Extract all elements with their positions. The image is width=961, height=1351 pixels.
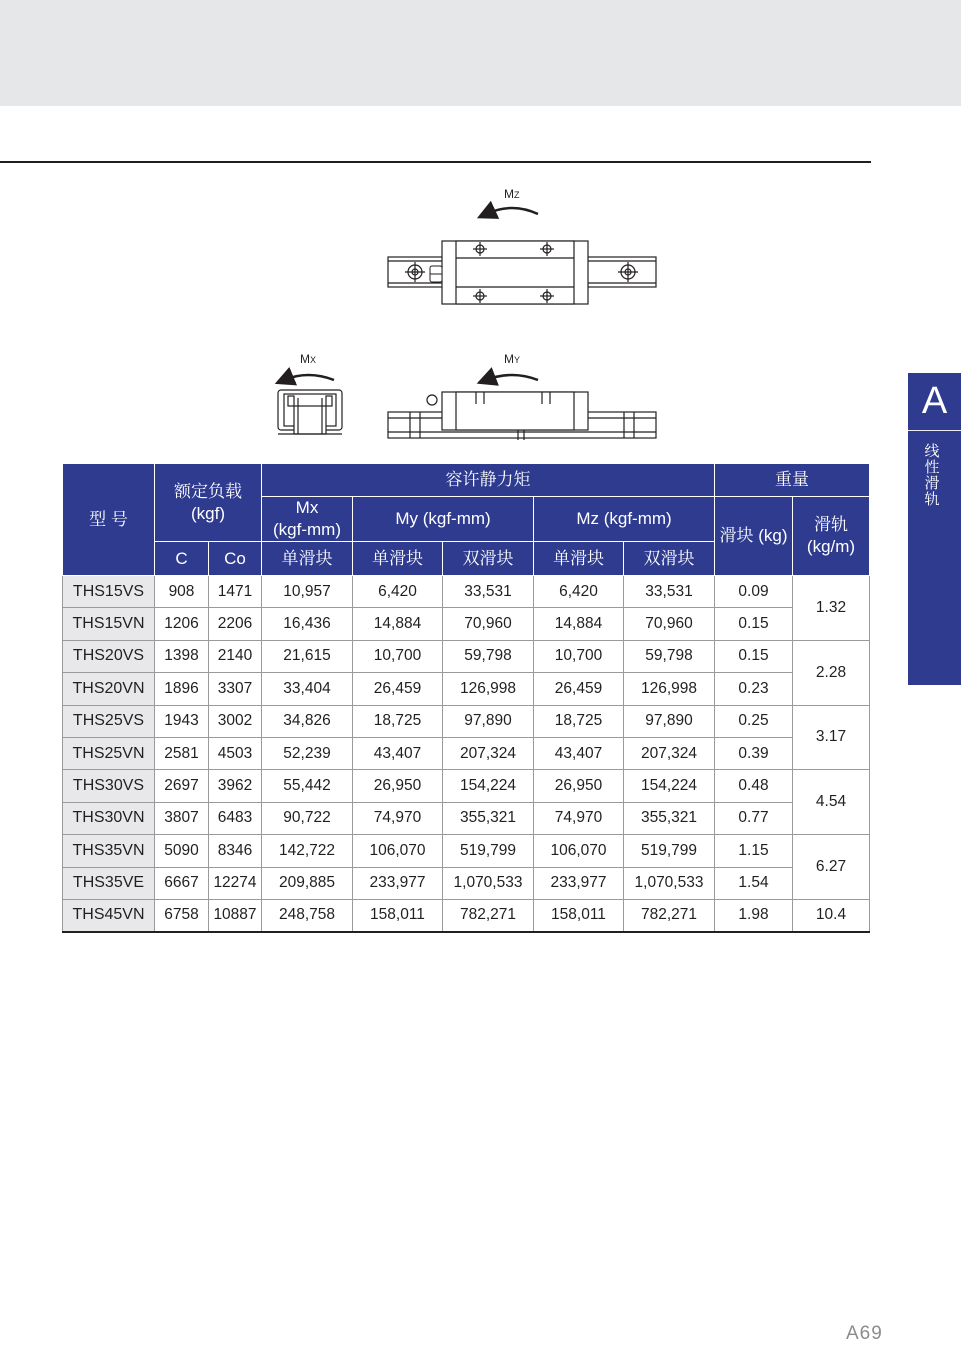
my2-cell: 519,799 [443, 835, 534, 867]
c-cell: 6667 [155, 867, 209, 899]
block-cell: 0.09 [715, 576, 793, 608]
co-cell: 1471 [209, 576, 262, 608]
table-row [63, 737, 870, 769]
block-cell: 0.15 [715, 608, 793, 640]
header-mx-single: 单滑块 [262, 542, 353, 576]
co-cell: 2206 [209, 608, 262, 640]
page-number: A69 [846, 1323, 883, 1344]
section-label: 线性滑轨 [924, 442, 940, 508]
my1-cell: 74,970 [353, 802, 443, 834]
model-cell: THS25VN [63, 737, 155, 769]
c-cell: 1896 [155, 673, 209, 705]
co-cell: 10887 [209, 899, 262, 932]
slider-block-side-view [427, 392, 588, 430]
c-cell: 1206 [155, 608, 209, 640]
header-rule [0, 161, 871, 163]
co-cell: 3307 [209, 673, 262, 705]
header-my-single: 单滑块 [353, 542, 443, 576]
model-cell: THS20VN [63, 673, 155, 705]
my-arrow [486, 375, 538, 380]
c-cell: 3807 [155, 802, 209, 834]
my2-cell: 97,890 [443, 705, 534, 737]
header-rail-weight-line2: (kg/m) [806, 537, 856, 556]
co-cell: 8346 [209, 835, 262, 867]
table-row [63, 867, 870, 899]
model-cell: THS45VN [63, 899, 155, 932]
rail-weight-cell: 3.17 [793, 705, 870, 770]
my2-cell: 1,070,533 [443, 867, 534, 899]
mx-cell: 21,615 [262, 640, 353, 672]
header-c: C [155, 542, 209, 576]
mz2-cell: 70,960 [624, 608, 715, 640]
mz1-cell: 43,407 [534, 737, 624, 769]
mx-cell: 248,758 [262, 899, 353, 932]
my1-cell: 26,950 [353, 770, 443, 802]
header-block-weight: 滑块 (kg) [715, 497, 793, 576]
mx-cell: 33,404 [262, 673, 353, 705]
c-cell: 1943 [155, 705, 209, 737]
my2-cell: 782,271 [443, 899, 534, 932]
block-cell: 0.23 [715, 673, 793, 705]
rail-weight-cell: 1.32 [793, 576, 870, 641]
mx-cell: 142,722 [262, 835, 353, 867]
c-cell: 2581 [155, 737, 209, 769]
model-cell: THS35VE [63, 867, 155, 899]
spec-table [62, 463, 870, 933]
block-cell: 0.15 [715, 640, 793, 672]
rail-weight-cell: 6.27 [793, 835, 870, 900]
block-end-view-diagram [270, 348, 350, 440]
mx-cell: 10,957 [262, 576, 353, 608]
block-side-view-diagram [380, 348, 665, 448]
mz2-cell: 154,224 [624, 770, 715, 802]
spec-table-body [63, 576, 870, 932]
model-cell: THS30VS [63, 770, 155, 802]
mz1-cell: 14,884 [534, 608, 624, 640]
mz1-cell: 106,070 [534, 835, 624, 867]
mz2-cell: 207,324 [624, 737, 715, 769]
header-mx-line1: Mx [295, 498, 319, 517]
header-rated-load [155, 464, 262, 542]
my2-cell: 70,960 [443, 608, 534, 640]
c-cell: 1398 [155, 640, 209, 672]
mz2-cell: 782,271 [624, 899, 715, 932]
model-cell: THS15VS [63, 576, 155, 608]
section-side-tab [908, 373, 961, 685]
my1-cell: 43,407 [353, 737, 443, 769]
rail-weight-cell: 4.54 [793, 770, 870, 835]
header-co: Co [209, 542, 262, 576]
table-row [63, 640, 870, 672]
my1-cell: 26,459 [353, 673, 443, 705]
model-cell: THS35VN [63, 835, 155, 867]
header-mz: Mz (kgf-mm) [534, 497, 715, 542]
header-rail-weight [793, 497, 870, 576]
mx-cell: 90,722 [262, 802, 353, 834]
block-cell: 1.15 [715, 835, 793, 867]
my2-cell: 154,224 [443, 770, 534, 802]
co-cell: 6483 [209, 802, 262, 834]
my1-cell: 158,011 [353, 899, 443, 932]
header-my: My (kgf-mm) [353, 497, 534, 542]
my1-cell: 14,884 [353, 608, 443, 640]
mz1-cell: 158,011 [534, 899, 624, 932]
my2-cell: 59,798 [443, 640, 534, 672]
header-mz-single: 单滑块 [534, 542, 624, 576]
header-rated-load-title: 额定负载 [174, 481, 242, 501]
mz2-cell: 519,799 [624, 835, 715, 867]
table-row [63, 770, 870, 802]
mz2-cell: 126,998 [624, 673, 715, 705]
mz1-cell: 10,700 [534, 640, 624, 672]
table-row [63, 673, 870, 705]
table-row [63, 835, 870, 867]
header-rail-weight-line1: 滑轨 [814, 515, 848, 534]
my1-cell: 10,700 [353, 640, 443, 672]
header-model: 型 号 [63, 464, 155, 576]
table-row [63, 802, 870, 834]
mx-cell: 55,442 [262, 770, 353, 802]
block-cell: 0.77 [715, 802, 793, 834]
mz2-cell: 355,321 [624, 802, 715, 834]
model-cell: THS30VN [63, 802, 155, 834]
model-cell: THS20VS [63, 640, 155, 672]
my2-cell: 207,324 [443, 737, 534, 769]
mz1-cell: 26,950 [534, 770, 624, 802]
block-cell: 0.48 [715, 770, 793, 802]
section-letter: A [921, 380, 948, 422]
table-row [63, 608, 870, 640]
mz2-cell: 59,798 [624, 640, 715, 672]
table-row [63, 705, 870, 737]
mz1-cell: 6,420 [534, 576, 624, 608]
header-my-double: 双滑块 [443, 542, 534, 576]
mx-label: MX [300, 352, 317, 366]
my1-cell: 233,977 [353, 867, 443, 899]
c-cell: 5090 [155, 835, 209, 867]
table-row [63, 899, 870, 932]
co-cell: 2140 [209, 640, 262, 672]
end-view-block [278, 390, 342, 434]
block-top-view-diagram [380, 178, 665, 310]
my1-cell: 18,725 [353, 705, 443, 737]
my1-cell: 6,420 [353, 576, 443, 608]
mz2-cell: 1,070,533 [624, 867, 715, 899]
mx-arrow [284, 375, 334, 380]
my2-cell: 33,531 [443, 576, 534, 608]
mx-cell: 34,826 [262, 705, 353, 737]
mx-cell: 209,885 [262, 867, 353, 899]
mz1-cell: 233,977 [534, 867, 624, 899]
my-label: MY [504, 352, 521, 366]
model-cell: THS15VN [63, 608, 155, 640]
my1-cell: 106,070 [353, 835, 443, 867]
rail-weight-cell: 10.4 [793, 899, 870, 932]
slider-block-top-view [442, 241, 588, 304]
rail-weight-cell: 2.28 [793, 640, 870, 705]
table-row [63, 576, 870, 608]
block-cell: 1.54 [715, 867, 793, 899]
mz1-cell: 74,970 [534, 802, 624, 834]
section-tab-divider [908, 430, 961, 431]
c-cell: 6758 [155, 899, 209, 932]
c-cell: 2697 [155, 770, 209, 802]
model-cell: THS25VS [63, 705, 155, 737]
page-header-band [0, 0, 961, 106]
header-mz-double: 双滑块 [624, 542, 715, 576]
co-cell: 3962 [209, 770, 262, 802]
mz2-cell: 33,531 [624, 576, 715, 608]
block-cell: 0.39 [715, 737, 793, 769]
block-cell: 1.98 [715, 899, 793, 932]
mz2-cell: 97,890 [624, 705, 715, 737]
co-cell: 12274 [209, 867, 262, 899]
c-cell: 908 [155, 576, 209, 608]
mz1-cell: 26,459 [534, 673, 624, 705]
co-cell: 4503 [209, 737, 262, 769]
header-rated-load-unit: (kgf) [191, 503, 225, 523]
my2-cell: 126,998 [443, 673, 534, 705]
mx-cell: 52,239 [262, 737, 353, 769]
my2-cell: 355,321 [443, 802, 534, 834]
block-cell: 0.25 [715, 705, 793, 737]
mz1-cell: 18,725 [534, 705, 624, 737]
mz-arrow [486, 208, 538, 214]
header-mx-line2: (kgf-mm) [273, 520, 341, 539]
header-mx [262, 497, 353, 542]
mx-cell: 16,436 [262, 608, 353, 640]
co-cell: 3002 [209, 705, 262, 737]
mz-label: MZ [504, 187, 520, 201]
grease-nipple [430, 266, 442, 282]
header-weight: 重量 [715, 464, 870, 497]
header-static-moment: 容许静力矩 [262, 464, 715, 497]
